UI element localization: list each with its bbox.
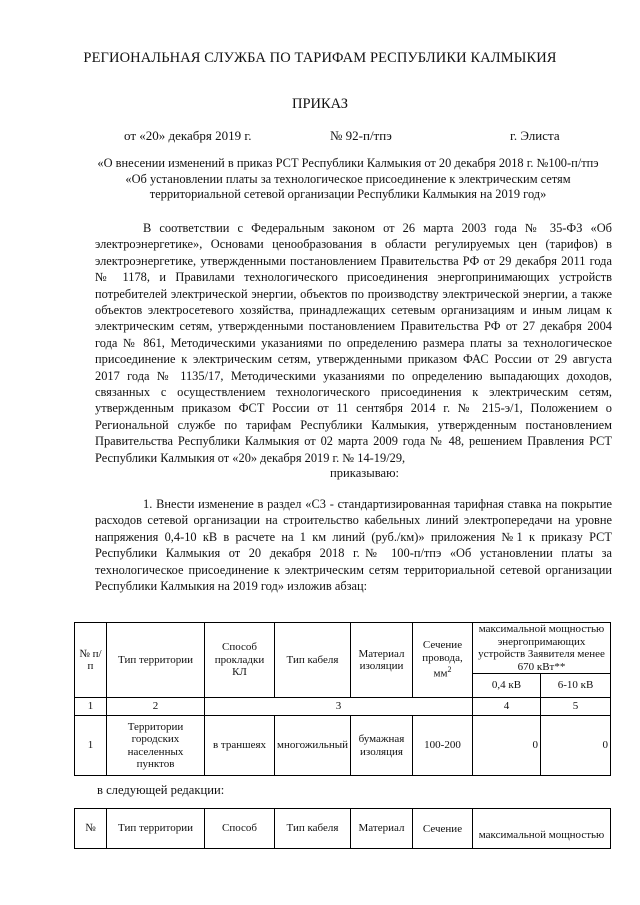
table-row bbox=[75, 716, 611, 776]
cell-territory: Территории городских населенных пунктов bbox=[107, 716, 205, 776]
agency-name: РЕГИОНАЛЬНАЯ СЛУЖБА ПО ТАРИФАМ РЕСПУБЛИКИ КАЛМЫКИЯ bbox=[83, 50, 557, 66]
header-laying: Способ bbox=[205, 809, 275, 849]
index-cell: 4 bbox=[473, 698, 541, 716]
index-cell: 3 bbox=[205, 698, 473, 716]
cell-insulation: бумажная изоляция bbox=[351, 716, 413, 776]
header-capacity: максимальной мощностью bbox=[473, 809, 611, 849]
cell-laying: в траншеях bbox=[205, 716, 275, 776]
header-voltage-610: 6-10 кВ bbox=[541, 674, 611, 698]
item-1-paragraph: 1. Внести изменение в раздел «С3 - стандартизированная тарифная ставка на покрытие расходов сетевой организации на строительство кабельных линий электропередачи на уровне напряжения 0,4-10 кВ в расчете на 1 км линий (руб./км)» приложения №1 к приказу РСТ Республики Калмыкия от 20 декабря 2018 г.№ 100-п/тпэ «Об установлении платы за технологическое присоединение к электрическим сетям территориальной сетевой организации Республики Калмыкия на 2019 год» изложив абзац: bbox=[95, 497, 612, 594]
header-voltage-04: 0,4 кВ bbox=[473, 674, 541, 698]
header-cable: Тип кабеля bbox=[275, 809, 351, 849]
header-cable: Тип кабеля bbox=[275, 623, 351, 698]
header-num: № bbox=[75, 809, 107, 849]
order-city: г. Элиста bbox=[510, 128, 560, 143]
cell-v04: 0 bbox=[473, 716, 541, 776]
table-header-row bbox=[75, 809, 611, 849]
tariff-table-old bbox=[74, 622, 611, 776]
header-insulation: Материал bbox=[351, 809, 413, 849]
order-number: № 92-п/тпэ bbox=[330, 128, 392, 143]
header-laying: Способ прокладки КЛ bbox=[205, 623, 275, 698]
table-header-row bbox=[75, 623, 611, 674]
header-territory: Тип территории bbox=[107, 809, 205, 849]
index-cell: 1 bbox=[75, 698, 107, 716]
header-section bbox=[413, 623, 473, 698]
cell-num: 1 bbox=[75, 716, 107, 776]
new-edition-label: в следующей редакции: bbox=[97, 783, 225, 797]
tariff-table-new bbox=[74, 808, 611, 849]
header-section: Сечение bbox=[413, 809, 473, 849]
cell-section: 100-200 bbox=[413, 716, 473, 776]
index-cell: 2 bbox=[107, 698, 205, 716]
index-cell: 5 bbox=[541, 698, 611, 716]
order-date: от «20» декабря 2019 г. bbox=[124, 128, 252, 143]
header-territory: Тип территории bbox=[107, 623, 205, 698]
legal-basis-paragraph: В соответствии с Федеральным законом от 26 марта 2003 года № 35-ФЗ «Об электроэнергетике», Основами ценообразования в области регулируемых цен (тарифов) в электроэнергетике, утвержденными постановлением Правительства РФ от 29 декабря 2011 года № 1178, и Правилами технологического присоединения энергопринимающих устройств потребителей электрической энергии, объектов по производству электрической энергии, а также объектов электросетевого хозяйства, принадлежащих сетевым организациям и иным лицам к электрическим сетям, утвержденными постановлением Правительства РФ от 27 декабря 2004 года № 861, Методическими указаниями по определению размера платы за технологическое присоединение к электрическим сетям, утвержденными приказом ФАС России от 29 августа 2017 года № 1135/17, Методическими указаниями по определению выпадающих доходов, связанных с осуществлением технологического присоединения к электрическим сетям, утвержденным приказом ФСТ России от 11 сентября 2014 г. № 215-э/1, Положением о Региональной службе по тарифам Республики Калмыкия, утвержденным постановлением Правительства Республики Калмыкия от 02 марта 2009 года № 48, решением Правления РСТ Республики Калмыкия от «20» декабря 2019 г. № 14-19/29, bbox=[95, 221, 612, 465]
document-type: ПРИКАЗ bbox=[291, 96, 349, 112]
cell-v610: 0 bbox=[541, 716, 611, 776]
order-subject: «О внесении изменений в приказ РСТ Республики Калмыкия от 20 декабря 2018 г. №100-п/тпэ «Об установлении платы за технологическое присоединение к электрическим сетям территориальной сетевой организации Республики Калмыкия на 2019 год» bbox=[97, 156, 599, 201]
header-num: № п/п bbox=[75, 623, 107, 698]
table-index-row bbox=[75, 698, 611, 716]
header-insulation: Материал изоляции bbox=[351, 623, 413, 698]
header-capacity: максимальной мощностью энергопримающих устройств Заявителя менее 670 кВт** bbox=[473, 623, 611, 674]
cell-cable: многожильный bbox=[275, 716, 351, 776]
decree-word: приказываю: bbox=[330, 466, 400, 480]
header-section-text: Сечение провода, мм bbox=[422, 639, 463, 681]
header-section-sup: 2 bbox=[447, 665, 452, 675]
